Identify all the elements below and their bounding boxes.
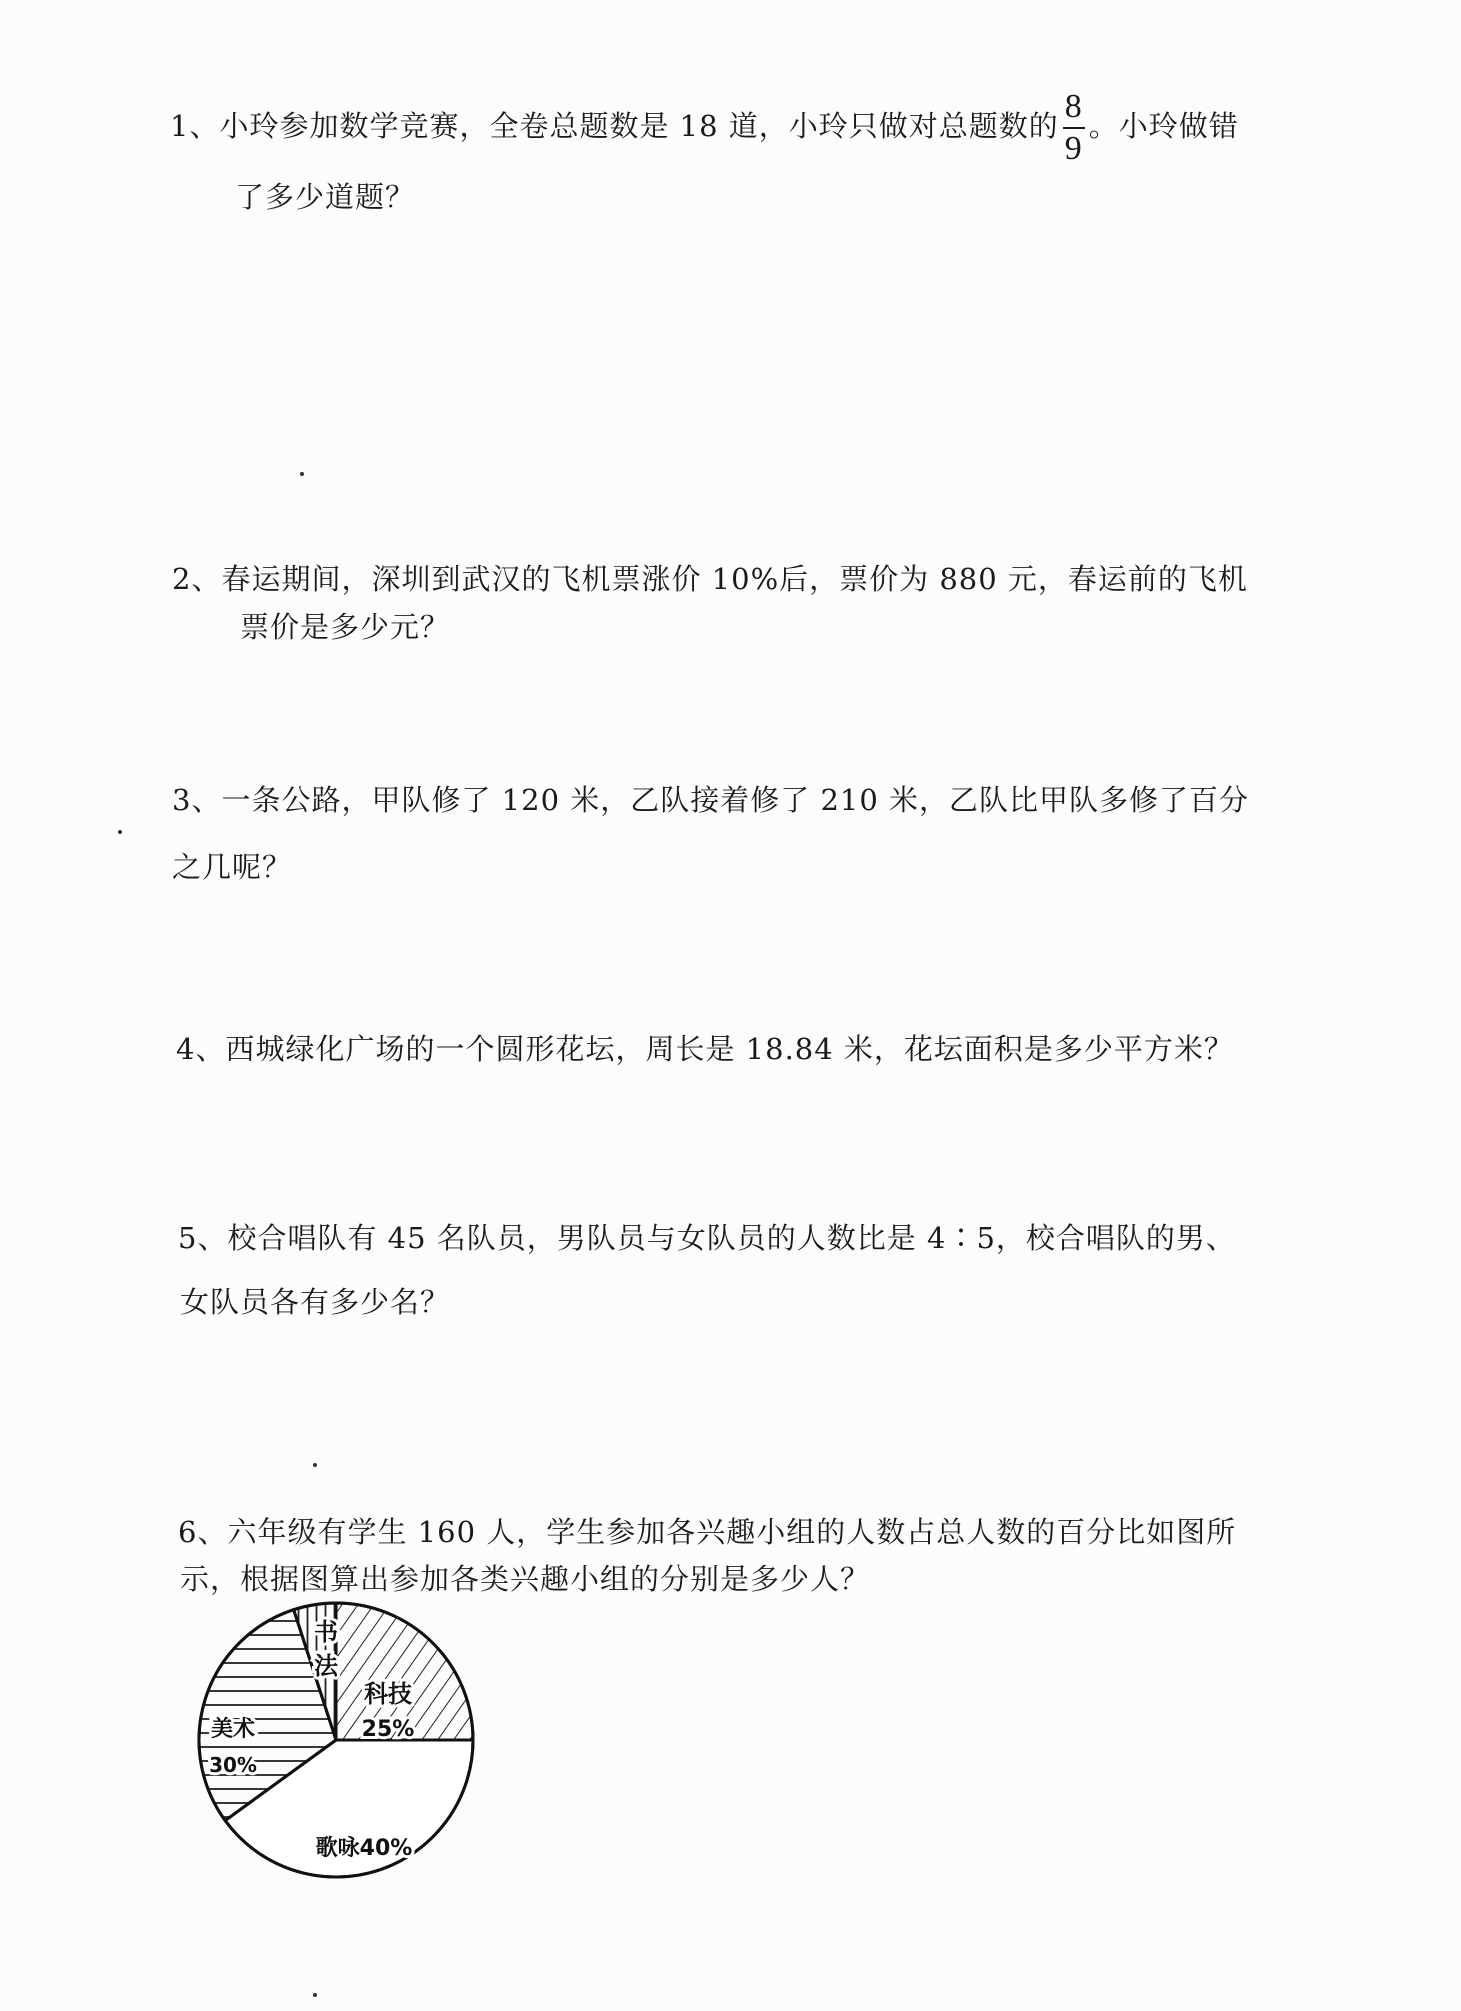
question-1-line-2: 了多少道题？ xyxy=(235,180,416,214)
fraction-bar xyxy=(1063,127,1085,129)
question-5-line-1: 校合唱队有 45 名队员，男队员与女队员的人数比是 4∶5，校合唱队的男、 xyxy=(227,1221,1236,1255)
scan-speck xyxy=(313,1463,317,1467)
question-3-line-2: 之几呢？ xyxy=(172,850,293,884)
question-1-text-after: 。小玲做错 xyxy=(1088,109,1239,143)
question-6-line-2: 示，根据图算出参加各类兴趣小组的分别是多少人？ xyxy=(180,1562,871,1596)
fraction-8-9 xyxy=(1063,90,1085,166)
fraction-denominator: 9 xyxy=(1064,130,1083,167)
interest-group-pie-chart xyxy=(186,1600,486,1890)
pie-slice-label: 科技 xyxy=(364,1680,412,1708)
question-5-line-2: 女队员各有多少名？ xyxy=(180,1285,451,1319)
question-3-line-1: 一条公路，甲队修了 120 米，乙队接着修了 210 米，乙队比甲队多修了百分 xyxy=(221,783,1250,817)
question-1-number: 1、 xyxy=(170,109,220,143)
scan-speck xyxy=(313,1993,317,1997)
question-4-line-1: 西城绿化广场的一个圆形花坛，周长是 18.84 米，花坛面积是多少平方米？ xyxy=(225,1032,1234,1066)
question-6-line-1: 六年级有学生 160 人，学生参加各兴趣小组的人数占总人数的百分比如图所 xyxy=(227,1515,1237,1549)
question-2-line-2: 票价是多少元？ xyxy=(240,610,451,644)
question-2-number: 2、 xyxy=(172,562,222,596)
scan-speck xyxy=(118,830,122,834)
question-1-text-before: 小玲参加数学竞赛，全卷总题数是 18 道，小玲只做对总题数的 xyxy=(219,109,1059,143)
pie-slice-value-label: 25% xyxy=(361,1717,415,1742)
pie-slice-label: 法 xyxy=(314,1652,338,1680)
question-5-number: 5、 xyxy=(178,1221,228,1255)
question-3-number: 3、 xyxy=(172,783,222,817)
question-6-number: 6、 xyxy=(178,1515,228,1549)
scan-speck xyxy=(300,472,304,476)
question-4-number: 4、 xyxy=(176,1032,226,1066)
fraction-numerator: 8 xyxy=(1064,88,1083,125)
pie-slice-value-label: 30% xyxy=(209,1753,257,1777)
pie-slice-label: 书 xyxy=(314,1618,338,1646)
pie-slice-label: 歌咏40% xyxy=(315,1836,413,1861)
pie-slice-label: 美术 xyxy=(210,1717,256,1742)
question-2-line-1: 春运期间，深圳到武汉的飞机票涨价 10%后，票价为 880 元，春运前的飞机 xyxy=(221,562,1248,596)
